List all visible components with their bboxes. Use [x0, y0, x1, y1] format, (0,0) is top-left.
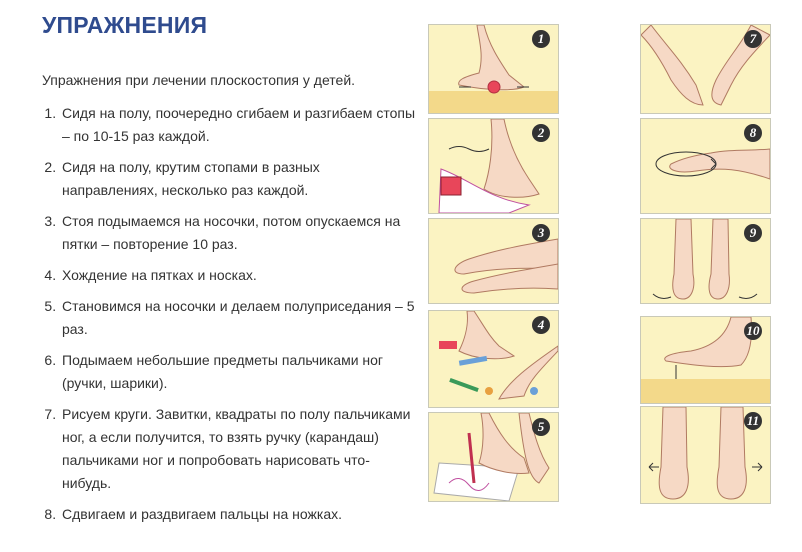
sheet-pull-illustration [429, 119, 558, 213]
list-item: 2. Сидя на полу, крутим стопами в разных направлениях, несколько раз каждой. [60, 156, 415, 202]
exercise-panel-9 [640, 218, 771, 304]
foot-rotation-illustration [641, 119, 770, 213]
panel-number: 2 [537, 125, 545, 140]
panel-number: 8 [749, 125, 757, 140]
draw-with-toes-illustration [429, 413, 558, 501]
list-item: 5. Становимся на носочки и делаем полуприседания – 5 раз. [60, 295, 415, 341]
panel-number: 7 [749, 31, 757, 46]
tiptoe-squat-illustration [641, 317, 770, 403]
list-item: 8. Сдвигаем и раздвигаем пальцы на ножках. [60, 503, 415, 526]
exercise-panel-8 [640, 118, 771, 214]
walking-heels-toes-illustration [641, 219, 770, 303]
exercise-panel-5 [428, 412, 559, 502]
panel-number: 1 [537, 31, 545, 46]
foot-roller-illustration [429, 25, 558, 113]
list-item: 4. Хождение на пятках и носках. [60, 264, 415, 287]
exercise-panel-7 [640, 24, 771, 114]
intro-text: Упражнения при лечении плоскостопия у детей. [42, 72, 356, 88]
toe-spread-illustration [641, 407, 770, 503]
list-item: 7. Рисуем круги. Завитки, квадраты по полу пальчиками ног, а если получится, то взять ручку (карандаш) пальчиками ног и попробовать нарисовать что-нибудь. [60, 403, 415, 495]
panel-number: 5 [537, 419, 545, 434]
exercise-panel-1 [428, 24, 559, 114]
exercise-panel-10 [640, 316, 771, 404]
exercise-list [20, 102, 415, 534]
list-item: 6. Подымаем небольшие предметы пальчиками ног (ручки, шарики). [60, 349, 415, 395]
panel-number: 9 [749, 225, 757, 240]
pick-objects-illustration [429, 311, 558, 407]
exercise-panel-3 [428, 218, 559, 304]
exercise-panel-4 [428, 310, 559, 408]
panel-number: 11 [746, 413, 760, 428]
exercise-panel-11 [640, 406, 771, 504]
foot-flex-illustration [429, 219, 558, 303]
panel-number: 10 [746, 323, 760, 338]
panel-number: 3 [537, 225, 545, 240]
panel-number: 4 [537, 317, 545, 332]
list-item: 1. Сидя на полу, поочередно сгибаем и разгибаем стопы – по 10-15 раз каждой. [60, 102, 415, 148]
exercise-panel-2 [428, 118, 559, 214]
list-item: 3. Стоя подымаемся на носочки, потом опускаемся на пятки – повторение 10 раз. [60, 210, 415, 256]
feet-together-illustration [641, 25, 770, 113]
page-title: УПРАЖНЕНИЯ [42, 12, 208, 38]
